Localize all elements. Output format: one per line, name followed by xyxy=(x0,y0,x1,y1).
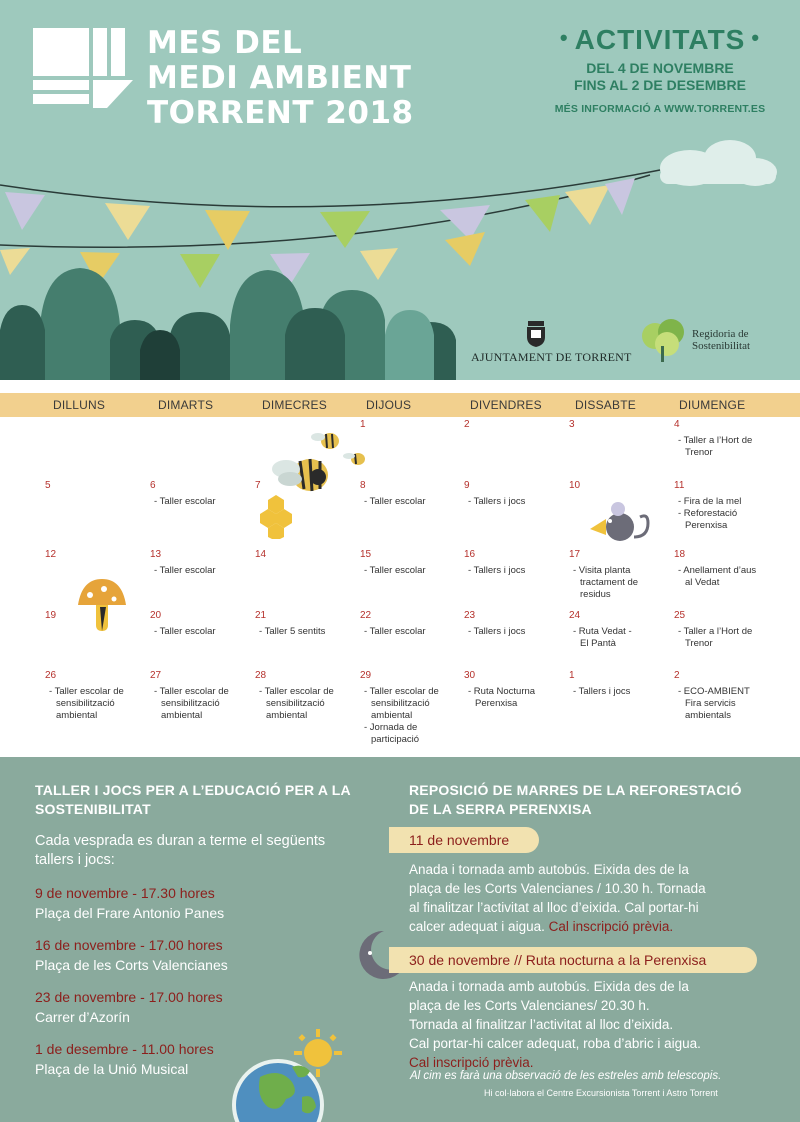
day-events xyxy=(569,686,673,698)
calendar-day-cell xyxy=(360,480,464,508)
day-number: 17 xyxy=(569,549,581,560)
day-number: 27 xyxy=(150,670,162,681)
earth-sun-icon xyxy=(230,1027,350,1122)
day-events xyxy=(45,686,149,722)
day-events xyxy=(464,565,568,577)
event-line: - Taller escolar xyxy=(364,565,426,576)
day-number: 22 xyxy=(360,610,372,621)
calendar-day-cell xyxy=(464,610,568,638)
day-events xyxy=(674,626,778,650)
day-number: 9 xyxy=(464,480,470,491)
day-number: 18 xyxy=(674,549,686,560)
calendar-day-cell xyxy=(150,480,254,508)
mouse-cheese-icon xyxy=(588,499,654,543)
event-line: ambiental xyxy=(266,710,308,721)
event-line: Perenxisa xyxy=(475,698,518,709)
event-line: - Tallers i jocs xyxy=(573,686,631,697)
calendar-day-cell xyxy=(569,480,673,491)
day-number: 2 xyxy=(674,670,680,681)
weekday-label: DILLUNS xyxy=(53,398,106,412)
day-number: 4 xyxy=(674,419,680,430)
event-line: sensibilització xyxy=(56,698,115,709)
day-number: 3 xyxy=(569,419,575,430)
day-number: 16 xyxy=(464,549,476,560)
event-line: - Visita planta xyxy=(573,565,631,576)
reforestation-column xyxy=(409,781,779,819)
calendar-day-cell xyxy=(464,549,568,577)
calendar-day-cell xyxy=(360,549,464,577)
weekday-label: DIMECRES xyxy=(262,398,327,412)
event-line: residus xyxy=(580,589,611,600)
event-line: - Jornada de xyxy=(364,722,418,733)
calendar-day-cell xyxy=(569,419,673,430)
event-line: ambiental xyxy=(56,710,98,721)
calendar-day-cell xyxy=(674,480,778,532)
calendar-day-cell xyxy=(674,670,778,722)
day-events xyxy=(569,626,673,650)
day-number: 1 xyxy=(360,419,366,430)
day-number: 14 xyxy=(255,549,267,560)
calendar-day-cell xyxy=(360,419,464,430)
event-line: - Ruta Vedat - xyxy=(573,626,632,637)
calendar-day-cell xyxy=(464,670,568,710)
weekday-label: DIVENDRES xyxy=(470,398,542,412)
day-number: 11 xyxy=(674,480,685,491)
event-line: - Anellament d’aus xyxy=(678,565,757,576)
event-line: El Pantà xyxy=(580,638,616,649)
day-number: 2 xyxy=(464,419,470,430)
event-line: ambiental xyxy=(371,710,413,721)
weekday-label: DIMARTS xyxy=(158,398,214,412)
reforestation-heading: REPOSICIÓ DE MARRES DE LA REFORESTACIÓ DE LA SERRA PERENXISA xyxy=(409,782,742,817)
calendar-day-cell xyxy=(569,610,673,650)
calendar-day-cell xyxy=(45,670,149,722)
day-events xyxy=(464,496,568,508)
calendar-day-cell xyxy=(45,610,149,621)
weekday-label: DIJOUS xyxy=(366,398,412,412)
more-info-link[interactable]: MÉS INFORMACIÓ A WWW.TORRENT.ES xyxy=(554,103,766,115)
event-line: - Fira de la mel xyxy=(678,496,742,507)
calendar-day-cell xyxy=(360,670,464,746)
day-number: 5 xyxy=(45,480,51,491)
activities-block: • ACTIVITATS • DEL 4 DE NOVEMBRE FINS AL 2 DE DESEMBRE MÉS INFORMACIÓ A WWW.TORRENT.ES xyxy=(540,24,780,115)
activities-dates: DEL 4 DE NOVEMBRE FINS AL 2 DE DESEMBRE xyxy=(574,60,746,93)
event-line: - Taller a l’Hort de xyxy=(678,626,753,637)
event-line: - Taller escolar xyxy=(154,496,216,507)
event-line: sensibilització xyxy=(371,698,430,709)
calendar-day-cell xyxy=(255,610,359,638)
calendar-day-cell xyxy=(255,549,359,560)
day-number: 15 xyxy=(360,549,372,560)
ajuntament-logo-text: AJUNTAMENT DE TORRENT xyxy=(471,350,632,364)
event-line: Trenor xyxy=(685,638,713,649)
day-number: 10 xyxy=(569,480,581,491)
day-number: 23 xyxy=(464,610,476,621)
day-number: 1 xyxy=(569,670,575,681)
poster-header xyxy=(0,0,800,380)
mushroom-icon xyxy=(74,575,130,633)
day-number: 19 xyxy=(45,610,57,621)
event-line: - Taller 5 sentits xyxy=(259,626,326,637)
calendar-day-cell xyxy=(255,480,359,491)
day-events xyxy=(360,686,464,746)
calendar-day-cell xyxy=(150,549,254,577)
day-events xyxy=(674,686,778,722)
event-line: - Taller escolar xyxy=(154,626,216,637)
workshop-location: 1 de desembre - 11.00 hores Plaça de la Unió Musical xyxy=(35,1041,214,1077)
town-crest-icon xyxy=(525,321,547,347)
calendar-day-cell xyxy=(674,610,778,650)
calendar-grid xyxy=(0,417,800,757)
day-number: 6 xyxy=(150,480,156,491)
calendar-day-cell xyxy=(45,549,149,560)
month-logo-icon xyxy=(33,28,138,108)
day-events xyxy=(464,686,568,710)
day-number: 20 xyxy=(150,610,162,621)
weekday-label: DIUMENGE xyxy=(679,398,746,412)
day-events xyxy=(150,686,254,722)
event-line: Trenor xyxy=(685,447,713,458)
regidoria-logo-text: Regidoria de Sostenibilitat xyxy=(692,328,751,352)
calendar-day-cell xyxy=(255,670,359,722)
day-number: 29 xyxy=(360,670,372,681)
poster-title: MES DEL MEDI AMBIENT TORRENT 2018 xyxy=(147,25,414,131)
collaboration-note: Hi col·labora el Centre Excursionista Torrent i Astro Torrent xyxy=(484,1088,718,1098)
event-line: sensibilització xyxy=(161,698,220,709)
date-badge-11-nov: 11 de novembre xyxy=(389,827,539,853)
day-events xyxy=(569,565,673,601)
event-line: tractament de xyxy=(580,577,639,588)
event-line: - Taller escolar xyxy=(364,496,426,507)
calendar-day-cell xyxy=(464,419,568,430)
day-events xyxy=(674,496,778,532)
day-number: 28 xyxy=(255,670,267,681)
workshop-location: 16 de novembre - 17.00 hores Plaça de les Corts Valencianes xyxy=(35,937,228,973)
event-line: - Ruta Nocturna xyxy=(468,686,536,697)
day-events xyxy=(150,565,254,577)
calendar-day-cell xyxy=(360,610,464,638)
event-line: - Tallers i jocs xyxy=(468,496,526,507)
activities-details-section xyxy=(0,757,800,1122)
calendar-weekday-header xyxy=(0,393,800,417)
day-events xyxy=(674,435,778,459)
calendar-day-cell xyxy=(150,610,254,638)
event-line: - Tallers i jocs xyxy=(468,626,526,637)
event-line: - Taller escolar de xyxy=(259,686,334,697)
day-events xyxy=(464,626,568,638)
event-line: - Taller escolar xyxy=(154,565,216,576)
day-events xyxy=(360,565,464,577)
day-number: 24 xyxy=(569,610,581,621)
day-events xyxy=(360,626,464,638)
event-line: ambientals xyxy=(685,710,731,721)
event-line: - Taller escolar de xyxy=(154,686,229,697)
calendar-day-cell xyxy=(674,549,778,589)
calendar-day-cell xyxy=(150,670,254,722)
event-line: - Tallers i jocs xyxy=(468,565,526,576)
event-line: - Taller escolar de xyxy=(364,686,439,697)
reforestation-details-2: Anada i tornada amb autobús. Eixida des de la plaça de les Corts Valencianes/ 20.30 h. Tornada al finalitzar l’activitat al lloc d’eixida. Cal portar-hi calcer adequat, roba d’abric i aigua. Cal inscripció prèvia. xyxy=(409,979,701,1070)
calendar-day-cell xyxy=(569,670,673,698)
event-line: ambiental xyxy=(161,710,203,721)
calendar-day-cell xyxy=(569,549,673,601)
cloud-icon xyxy=(660,140,777,186)
day-number: 30 xyxy=(464,670,476,681)
day-events xyxy=(255,626,359,638)
day-number: 21 xyxy=(255,610,267,621)
event-line: Perenxisa xyxy=(685,520,728,531)
workshops-intro: Cada vesprada es duran a terme el següents tallers i jocs: xyxy=(35,833,326,868)
workshop-location: 9 de novembre - 17.30 hores Plaça del Frare Antonio Panes xyxy=(35,885,225,921)
calendar-day-cell xyxy=(464,480,568,508)
event-line: - Taller escolar de xyxy=(49,686,124,697)
calendar-day-cell xyxy=(45,480,149,491)
activities-title: ACTIVITATS xyxy=(574,24,746,55)
event-line: - Taller a l’Hort de xyxy=(678,435,753,446)
event-line: participació xyxy=(371,734,420,745)
day-events xyxy=(150,496,254,508)
day-number: 26 xyxy=(45,670,57,681)
sustainability-logo-icon xyxy=(641,318,687,362)
day-events xyxy=(255,686,359,722)
day-events xyxy=(674,565,778,589)
day-number: 8 xyxy=(360,480,366,491)
event-line: - Reforestació xyxy=(678,508,738,519)
weekday-label: DISSABTE xyxy=(575,398,636,412)
reforestation-details-1: Anada i tornada amb autobús. Eixida des de la plaça de les Corts Valencianes / 10.30 h. Tornada al finalitzar l’activitat al lloc d’eixida. Cal portar-hi calcer adequat i aigua. Cal inscripció prèvia. xyxy=(409,862,706,934)
event-line: - ECO-AMBIENT xyxy=(678,686,750,697)
calendar-day-cell xyxy=(674,419,778,459)
workshop-location: 23 de novembre - 17.00 hores Carrer d’Azorín xyxy=(35,989,223,1025)
event-line: Fira servicis xyxy=(685,698,736,709)
day-number: 12 xyxy=(45,549,57,560)
event-line: sensibilització xyxy=(266,698,325,709)
day-number: 7 xyxy=(255,480,261,491)
telescope-note: Al cim es farà una observació de les estreles amb telescopis. xyxy=(410,1070,722,1082)
day-number: 25 xyxy=(674,610,686,621)
event-line: al Vedat xyxy=(685,577,720,588)
event-line: - Taller escolar xyxy=(364,626,426,637)
workshops-heading: TALLER I JOCS PER A L’EDUCACIÓ PER A LA SOSTENIBILITAT xyxy=(35,782,351,817)
day-events xyxy=(360,496,464,508)
date-badge-30-nov: 30 de novembre // Ruta nocturna a la Perenxisa xyxy=(389,947,757,973)
day-number: 13 xyxy=(150,549,162,560)
day-events xyxy=(150,626,254,638)
